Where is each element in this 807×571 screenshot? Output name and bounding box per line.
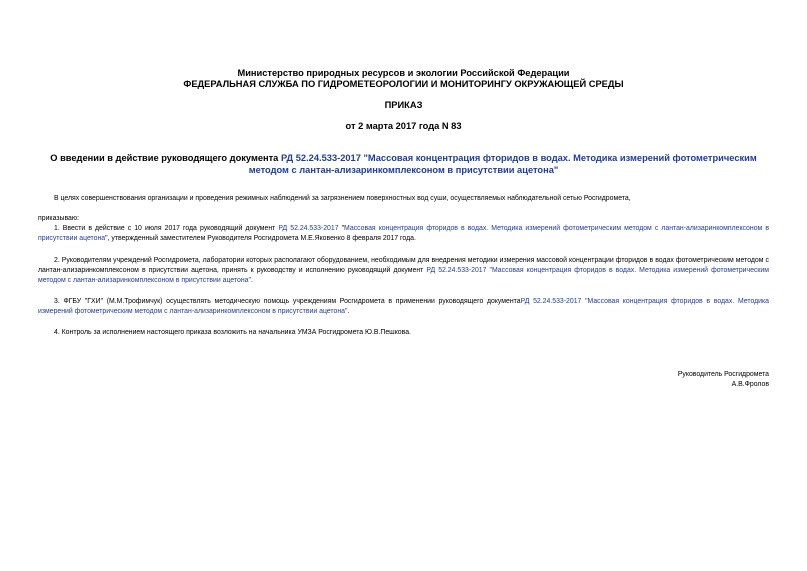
title-document-link[interactable]: РД 52.24.533-2017 "Массовая концентрация фторидов в водах. Методика измерений фотометрическим методом с лантан-ализаринкомплексоном в присутствии ацетона" [248,153,757,175]
order-item-3 [38,297,769,317]
signatory-name: А.В.Фролов [731,381,769,388]
signatory-position: Руководитель Росгидромета [677,371,769,378]
item3-prefix: 3. ФГБУ "ГХИ" (М.М.Трофимчук) осуществлять методическую помощь учреждениям Росгидромета в применении руководящего документа [54,298,521,305]
item1-suffix: ", утвержденный заместителем Руководителя Росгидромета М.Е.Яковенко 8 февраля 2017 года. [105,235,416,242]
order-word: приказываю: [38,215,79,222]
item1-quote-open: " [338,225,345,232]
item2-document-link[interactable]: РД 52.24.533-2017 "Массовая концентрация фторидов в водах. Методика измерений фотометрическим методом с лантан-ализаринкомплексоном в присутствии ацетона" [38,267,769,284]
order-item-1 [38,224,769,244]
service-name: ФЕДЕРАЛЬНАЯ СЛУЖБА ПО ГИДРОМЕТЕОРОЛОГИИ И МОНИТОРИНГУ ОКРУЖАЮЩЕЙ СРЕДЫ [183,79,624,89]
document-type: ПРИКАЗ [384,100,423,110]
item1-prefix: 1. Ввести в действие с 10 июля 2017 года руководящий документ [54,225,279,232]
document-title [40,152,767,176]
item3-document-link[interactable]: РД 52.24.533-2017 "Массовая концентрация фторидов в водах. Методика измерений фотометрическим методом с лантан-ализаринкомплексоном в присутствии ацетона" [38,298,769,315]
order-item-4: 4. Контроль за исполнением настоящего приказа возложить на начальника УМЗА Росгидромета Ю.В.Пешкова. [54,329,411,336]
item2-prefix: 2. Руководителям учреждений Росгидромета, лаборатории которых располагают оборудованием, необходимым для внедрения методики измерения массовой концентрации фторидов в водах фотометрическим методом с лантан-ализаринкомплексоном в присутствии ацетона, принять к руководству и исполнению руководящий документ [38,257,769,274]
title-prefix: О введении в действие руководящего документа [50,153,281,163]
document-date-number: от 2 марта 2017 года N 83 [345,121,462,131]
preamble: В целях совершенствования организации и проведения режимных наблюдений за загрязнением поверхностных вод суши, осуществляемых наблюдательной сетью Росгидромета, [54,195,631,202]
ministry-name: Министерство природных ресурсов и экологии Российской Федерации [237,68,570,78]
item3-suffix: . [347,308,350,315]
order-item-2 [38,256,769,286]
item2-suffix: . [250,277,253,284]
item1-document-code-link[interactable]: РД 52.24.533-2017 [278,225,339,232]
item1-document-title-link[interactable]: Массовая концентрация фторидов в водах. Методика измерений фотометрическим методом с лантан-ализаринкомплексоном в присутствии ацетона [38,225,769,242]
